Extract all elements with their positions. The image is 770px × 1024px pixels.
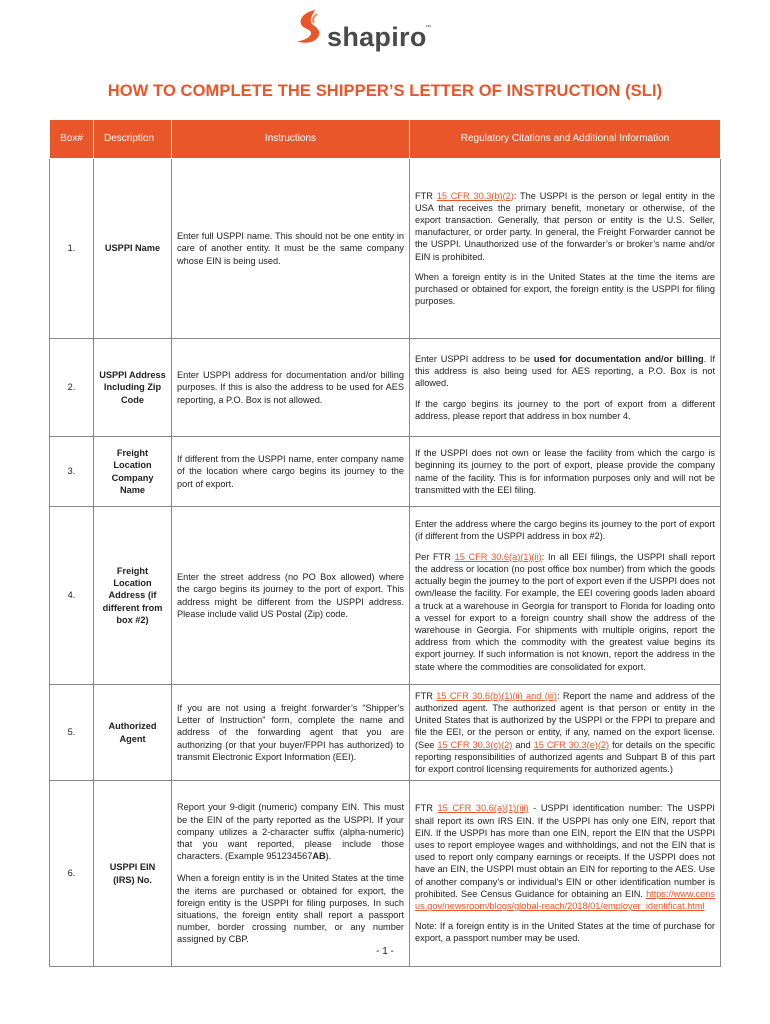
reg-text: If the cargo begins its journey to the port of export from a different address, please report that address in box number 4. <box>415 398 715 421</box>
table-row <box>50 437 721 507</box>
row-instructions: Enter the street address (no PO Box allowed) where the cargo begins its journey to the port of export. This address might be different from the USPPI address. Please include valid US Postal (Zip) code. <box>172 507 410 685</box>
reg-bold-text: used for documentation and/or billing <box>533 353 704 364</box>
instr-text: When a foreign entity is in the United States at the time the items are purchased or obtained for export, the foreign entity is the USPPI for filing purposes. In such situations, the foreign entity shall report a passport number, border crossing number, or any number assigned by CBP. <box>177 873 404 945</box>
logo-trademark: ™ <box>425 25 431 31</box>
row-description: USPPI Name <box>94 159 172 339</box>
reg-text: . If this address is also being used for AES reporting, a P.O. Box is not allowed. <box>415 353 715 389</box>
row-instructions: Enter USPPI address for documentation and/or billing purposes. If this is also the address to be used for AES reporting, a P.O. Box is not allowed. <box>172 339 410 437</box>
header-instructions: Instructions <box>172 120 410 159</box>
table-row <box>50 507 721 685</box>
reg-text: for details on the specific reporting responsibilities of authorized agents and Subpart B of this part for export control licensing requirements for authorized agents.) <box>415 739 715 774</box>
row-regulatory <box>410 781 721 967</box>
row-regulatory <box>410 159 721 339</box>
row-instructions: Enter full USPPI name. This should not be one entity in care of another entity. It must be the same company whose EIN is being used. <box>172 159 410 339</box>
header-regulatory: Regulatory Citations and Additional Information <box>410 120 721 159</box>
box-number: 3. <box>50 437 94 507</box>
row-regulatory <box>410 339 721 437</box>
header-box: Box# <box>50 120 94 159</box>
reg-text: FTR <box>415 803 438 814</box>
cfr-link[interactable]: 15 CFR 30.3(b)(2) <box>436 190 514 201</box>
instr-text: Report your 9-digit (numeric) company EIN. This must be the EIN of the party reported as the USPPI. If your company utilizes a 2-character suffix (alpha-numeric) that you want reported, please include those characters. (Example 951234567 <box>177 802 404 862</box>
cfr-link[interactable]: 15 CFR 30.3(c)(2) <box>437 739 513 750</box>
box-number: 1. <box>50 159 94 339</box>
reg-text: Enter USPPI address to be <box>415 353 534 364</box>
reg-text: : In all EEI filings, the USPPI shall report the address or location (no post office box number) from which the goods actually begin the journey to the port of export even if the USPPI does not own/lease the facility. For example, the EEI covering goods laden aboard a truck at a warehouse in Georgia for transport to Florida for loading onto a vessel for export to a foreign country shall show the address of the warehouse in Georgia. For shipments with multiple origins, report the address from which the commodity with the greatest value begins its export journey. If such information is not known, report the address in the state where the commodities are consolidated for export. <box>415 551 715 672</box>
reg-text: - USPPI identification number: The USPPI shall report its own IRS EIN. If the USPPI has only one EIN, report that EIN. If the USPPI has more than one EIN, report the EIN that the USPPI uses to report employee wages and withholdings, and not the EIN that is used to report only company earnings or receipts. If the USPPI does not have an EIN, the USPPI must obtain an EIN for reporting to the AES. Use of another company's or individual's EIN or other identification number is prohibited. See Census Guidance for obtaining an EIN. <box>415 803 715 899</box>
instr-bold-text: AB <box>312 851 326 862</box>
shapiro-logo <box>293 8 453 58</box>
cfr-link[interactable]: 15 CFR 30.6(a)(1)(ii) <box>454 551 542 562</box>
reg-text: Note: If a foreign entity is in the United States at the time of purchase for export, a passport number may be used. <box>415 921 715 944</box>
row-description: Authorized Agent <box>94 685 172 781</box>
reg-text: FTR <box>415 190 437 201</box>
row-description: USPPI Address Including Zip Code <box>94 339 172 437</box>
reg-text: and <box>512 739 534 750</box>
cfr-link[interactable]: 15 CFR 30.6(a)(1)(iii) <box>437 803 529 814</box>
page-number: - 1 - <box>376 946 394 957</box>
box-number: 4. <box>50 507 94 685</box>
sli-table <box>49 119 721 967</box>
table-row <box>50 339 721 437</box>
reg-text: : Report the name and address of the authorized agent. The authorized agent is that person or entity in the United States that is authorized by the USPPI or the FPPI to prepare and file the EEI, or the person or entity, if any, named on the export license. (See <box>415 690 715 750</box>
reg-text: : The USPPI is the person or legal entity in the USA that receives the primary benefit, monetary or otherwise, of the export transaction. Generally, that person or entity is the U.S. Seller, manufacturer, or order party. In general, the Freight Forwarder cannot be the USPPI. Unauthorized use of the forwarder’s or broker’s name and/or EIN is prohibited. <box>415 190 715 262</box>
row-description: Freight Location Company Name <box>94 437 172 507</box>
table-header-row <box>50 120 721 159</box>
header-description: Description <box>94 120 172 159</box>
box-number: 5. <box>50 685 94 781</box>
page-title: HOW TO COMPLETE THE SHIPPER’S LETTER OF INSTRUCTION (SLI) <box>107 82 663 100</box>
reg-text: When a foreign entity is in the United States at the time the items are purchased or obtained for export, the foreign entity is the USPPI for filing purposes. <box>415 271 715 307</box>
table-row <box>50 685 721 781</box>
cfr-link[interactable]: 15 CFR 30.3(e)(2) <box>533 739 610 750</box>
census-url-link[interactable]: https://www.census.gov/newsroom/blogs/global-reach/2018/01/employer_identificat.html <box>415 888 715 911</box>
row-regulatory <box>410 437 721 507</box>
row-instructions <box>172 781 410 967</box>
instr-text: ). <box>325 851 332 862</box>
row-instructions: If different from the USPPI name, enter company name of the location where cargo begins its journey to the port of export. <box>172 437 410 507</box>
reg-text: If the USPPI does not own or lease the facility from which the cargo is beginning its journey to the port of export, please provide the company name of the facility. This is for information purposes only and will not be transmitted with the EEI filing. <box>415 448 715 495</box>
table-row <box>50 781 721 967</box>
row-description: Freight Location Address (if different from box #2) <box>94 507 172 685</box>
box-number: 2. <box>50 339 94 437</box>
reg-text: Enter the address where the cargo begins its journey to the port of export (if different from the USPPI address in box #2). <box>415 519 715 542</box>
row-description: USPPI EIN (IRS) No. <box>94 781 172 967</box>
reg-text: Per FTR <box>415 551 455 562</box>
row-regulatory <box>410 507 721 685</box>
box-number: 6. <box>50 781 94 967</box>
table-row <box>50 159 721 339</box>
shapiro-s-mark-icon <box>293 8 327 50</box>
row-instructions: If you are not using a freight forwarder’s “Shipper’s Letter of Instruction” form, complete the name and address of the forwarding agent that you are authorizing (or that your buyer/FPPI has authorized) to transmit Electronic Export Information (EEI). <box>172 685 410 781</box>
row-regulatory <box>410 685 721 781</box>
reg-text: FTR <box>415 690 437 701</box>
cfr-link[interactable]: 15 CFR 30.6(b)(1)(ii) and (iii) <box>436 690 557 701</box>
logo-wordmark: shapiro <box>327 22 427 52</box>
